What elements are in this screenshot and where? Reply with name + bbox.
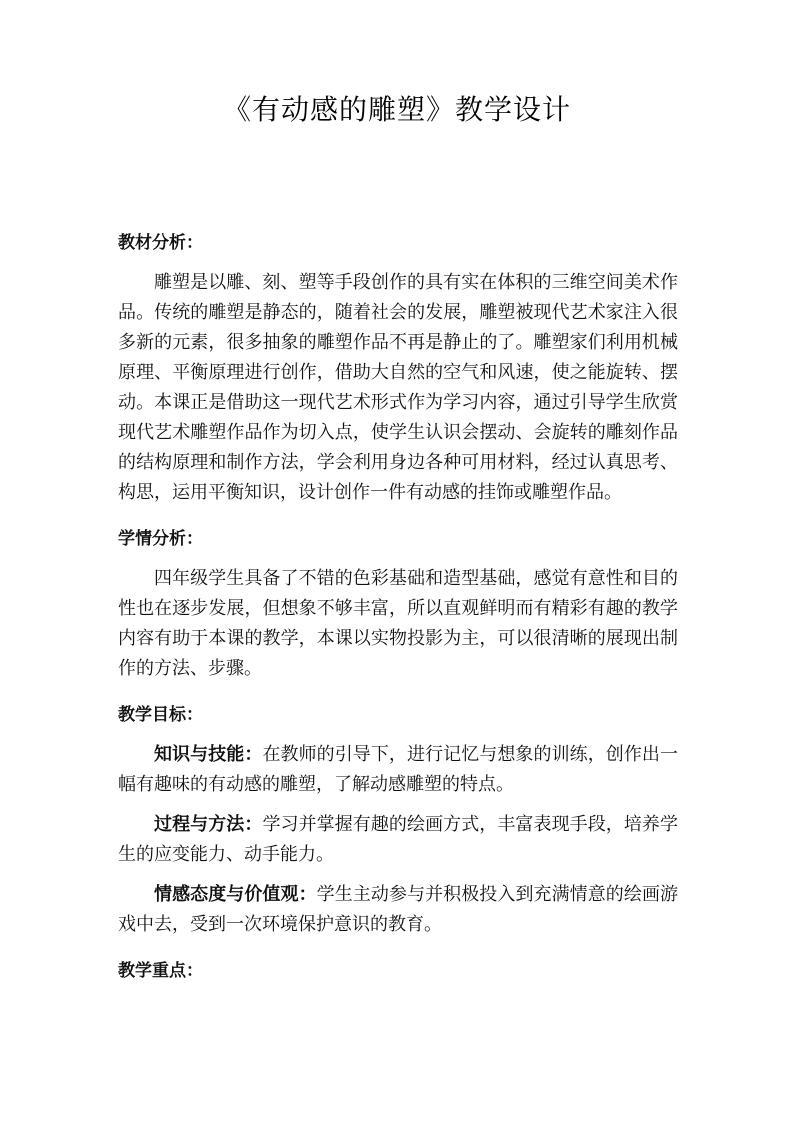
goal-lead-label: 知识与技能： [154, 744, 263, 765]
section-heading-goals: 教学目标： [118, 705, 203, 725]
goal-text: 在教师的引导下，进行记忆与想象的训练，创作出一幅有趣味的有动感的雕塑，了解动感雕塑的特点。 [118, 744, 679, 795]
goal-emotion-values [118, 880, 678, 940]
materials-paragraph: 雕塑是以雕、刻、塑等手段创作的具有实在体积的三维空间美术作品。传统的雕塑是静态的，随着社会的发展，雕塑被现代艺术家注入很多新的元素，很多抽象的雕塑作品不再是静止的了。雕塑家们利用机械原理、平衡原理进行创作，借助大自然的空气和风速，使之能旋转、摆动。本课正是借助这一现代艺术形式作为学习内容，通过引导学生欣赏现代艺术雕塑作品作为切入点，使学生认识会摆动、会旋转的雕刻作品的结构原理和制作方法，学会利用身边各种可用材料，经过认真思考、构思，运用平衡知识，设计创作一件有动感的挂饰或雕塑作品。 [118, 272, 678, 503]
page-title: 《有动感的雕塑》教学设计 [222, 93, 571, 126]
goal-text: 学生主动参与并积极投入到充满情意的绘画游戏中去，受到一次环境保护意识的教育。 [118, 884, 679, 935]
goal-knowledge-skills [118, 740, 678, 800]
students-paragraph: 四年级学生具备了不错的色彩基础和造型基础，感觉有意性和目的性也在逐步发展，但想象不够丰富，所以直观鲜明而有精彩有趣的教学内容有助于本课的教学，本课以实物投影为主，可以很清晰的展现出制作的方法、步骤。 [118, 568, 678, 679]
section-heading-students: 学情分析： [118, 529, 203, 549]
goal-lead-label: 过程与方法： [154, 814, 263, 835]
document-body [118, 226, 678, 996]
section-heading-key-points: 教学重点： [118, 961, 203, 981]
section-heading-materials: 教材分析： [118, 233, 203, 253]
goal-process-method [118, 810, 678, 870]
goal-lead-label: 情感态度与价值观： [154, 884, 317, 905]
goal-text: 学习并掌握有趣的绘画方式，丰富表现手段，培养学生的应变能力、动手能力。 [118, 814, 679, 865]
